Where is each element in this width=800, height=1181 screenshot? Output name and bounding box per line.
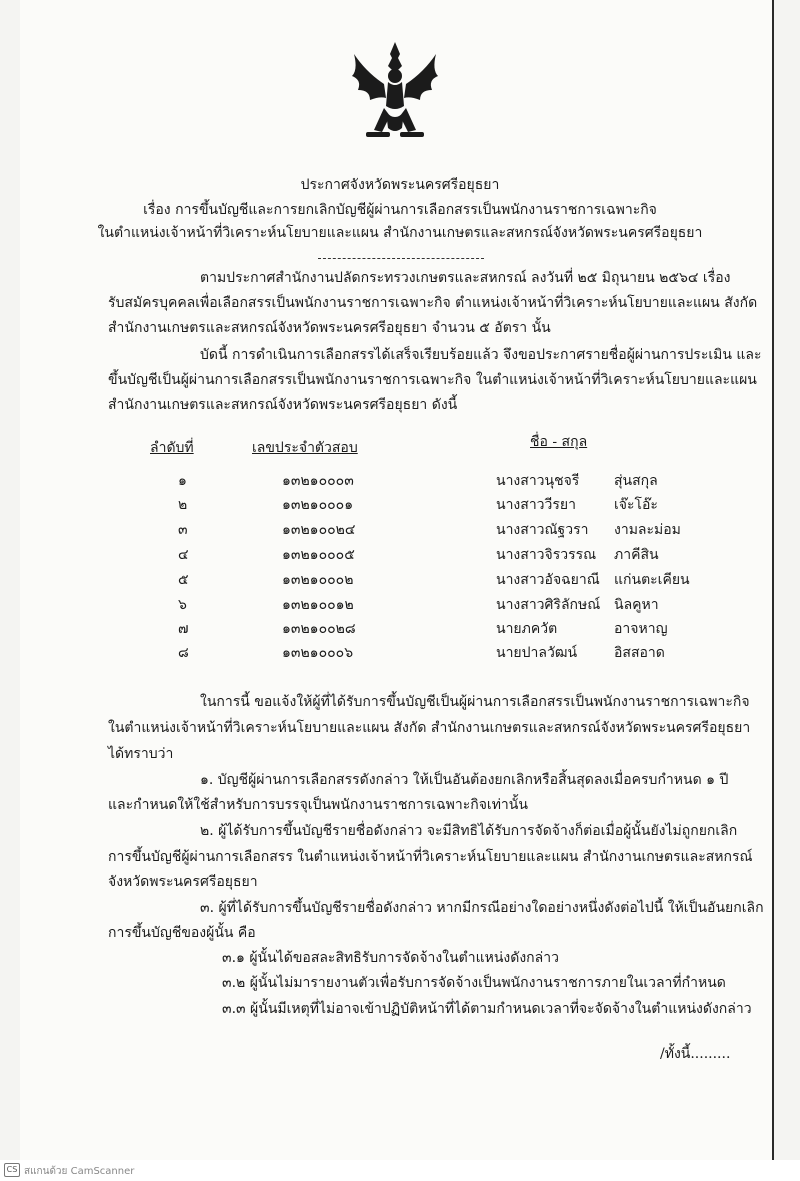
- intro-p1-line2: รับสมัครบุคคลเพื่อเลือกสรรเป็นพนักงานราชการเฉพาะกิจ ตำแหน่งเจ้าหน้าที่วิเคราะห์นโยบายและแผน สังกัด: [108, 295, 758, 311]
- row-order: ๔: [178, 547, 189, 563]
- row-order: ๖: [178, 597, 187, 613]
- table-row: [0, 494, 800, 518]
- row-order: ๑: [178, 473, 187, 489]
- table-row: [0, 569, 800, 593]
- condition-3-line1: ๓. ผู้ที่ได้รับการขึ้นบัญชีรายชื่อดังกล่าว หากมีกรณีอย่างใดอย่างหนึ่งดังต่อไปนี้ ให้เป็นอันยกเลิก: [200, 900, 764, 916]
- row-exam-id: ๑๓๒๑๐๐๒๔: [282, 522, 356, 538]
- title-divider: [318, 258, 484, 259]
- table-row: [0, 519, 800, 543]
- condition-3-1: ๓.๑ ผู้นั้นได้ขอสละสิทธิรับการจัดจ้างในตำแหน่งดังกล่าว: [222, 950, 559, 966]
- row-order: ๘: [178, 645, 189, 661]
- notice-p3-line2: ในตำแหน่งเจ้าหน้าที่วิเคราะห์นโยบายและแผน สังกัด สำนักงานเกษตรและสหกรณ์จังหวัดพระนครศรีอยุธยา: [108, 720, 751, 736]
- row-first-name: นางสาวศิริลักษณ์: [496, 597, 601, 613]
- condition-2-line2: การขึ้นบัญชีผู้ผ่านการเลือกสรร ในตำแหน่งเจ้าหน้าที่วิเคราะห์นโยบายและแผน สำนักงานเกษตรและสหกรณ์: [108, 849, 753, 865]
- garuda-emblem: [340, 36, 450, 146]
- intro-p1-line3: สำนักงานเกษตรและสหกรณ์จังหวัดพระนครศรีอยุธยา จำนวน ๕ อัตรา นั้น: [108, 320, 551, 336]
- col-header-name: ชื่อ - สกุล: [530, 434, 588, 450]
- col-header-exam-id: เลขประจำตัวสอบ: [252, 440, 358, 456]
- row-first-name: นางสาวณัฐวรา: [496, 522, 589, 538]
- row-order: ๓: [178, 522, 188, 538]
- row-first-name: นายปาลวัฒน์: [496, 645, 578, 661]
- announcement-title: ประกาศจังหวัดพระนครศรีอยุธยา: [300, 177, 500, 193]
- notice-p3-line1: ในการนี้ ขอแจ้งให้ผู้ที่ได้รับการขึ้นบัญชีเป็นผู้ผ่านการเลือกสรรเป็นพนักงานราชการเฉพาะกิจ: [200, 694, 750, 710]
- row-exam-id: ๑๓๒๑๐๐๐๖: [282, 645, 354, 661]
- row-order: ๗: [178, 621, 189, 637]
- condition-2-line1: ๒. ผู้ได้รับการขึ้นบัญชีรายชื่อดังกล่าว จะมีสิทธิได้รับการจัดจ้างก็ต่อเมื่อผู้นั้นยังไม่ถูกยกเลิก: [200, 823, 738, 839]
- notice-p3-line3: ได้ทราบว่า: [108, 746, 174, 762]
- intro-p1-line1: ตามประกาศสำนักงานปลัดกระทรวงเกษตรและสหกรณ์ ลงวันที่ ๒๕ มิถุนายน ๒๕๖๔ เรื่อง: [200, 270, 731, 286]
- table-row: [0, 642, 800, 666]
- row-first-name: นางสาวจิรวรรณ: [496, 547, 597, 563]
- row-last-name: นิลคูหา: [614, 597, 659, 613]
- condition-3-line2: การขึ้นบัญชีของผู้นั้น คือ: [108, 925, 256, 941]
- condition-2-line3: จังหวัดพระนครศรีอยุธยา: [108, 874, 258, 890]
- row-exam-id: ๑๓๒๑๐๐๐๒: [282, 572, 354, 588]
- table-row: [0, 618, 800, 642]
- row-exam-id: ๑๓๒๑๐๐๐๕: [282, 547, 355, 563]
- intro-p2-line1: บัดนี้ การดำเนินการเลือกสรรได้เสร็จเรียบร้อยแล้ว จึงขอประกาศรายชื่อผู้ผ่านการประเมิน และ: [200, 347, 762, 363]
- row-last-name: เจ๊ะโอ๊ะ: [614, 497, 658, 513]
- row-exam-id: ๑๓๒๑๐๐๐๑: [282, 497, 354, 513]
- row-first-name: นางสาววีรยา: [496, 497, 576, 513]
- table-row: [0, 594, 800, 618]
- camscanner-logo-icon: CS: [4, 1163, 20, 1177]
- scanner-footer: [0, 1160, 800, 1181]
- row-last-name: อาจหาญ: [614, 621, 668, 637]
- row-last-name: อิสสอาด: [614, 645, 665, 661]
- condition-1-line2: และกำหนดให้ใช้สำหรับการบรรจุเป็นพนักงานราชการเฉพาะกิจเท่านั้น: [108, 797, 528, 813]
- intro-p2-line2: ขึ้นบัญชีเป็นผู้ผ่านการเลือกสรรเป็นพนักงานราชการเฉพาะกิจ ในตำแหน่งเจ้าหน้าที่วิเคราะห์นโยบายและแผน: [108, 372, 757, 388]
- col-header-order: ลำดับที่: [150, 440, 194, 456]
- row-exam-id: ๑๓๒๑๐๐๑๒: [282, 597, 354, 613]
- row-exam-id: ๑๓๒๑๐๐๒๘: [282, 621, 356, 637]
- intro-p2-line3: สำนักงานเกษตรและสหกรณ์จังหวัดพระนครศรีอยุธยา ดังนี้: [108, 397, 458, 413]
- condition-3-2: ๓.๒ ผู้นั้นไม่มารายงานตัวเพื่อรับการจัดจ้างเป็นพนักงานราชการภายในเวลาที่กำหนด: [222, 975, 726, 991]
- row-order: ๒: [178, 497, 188, 513]
- row-first-name: นางสาวนุชจรี: [496, 473, 580, 489]
- row-order: ๕: [178, 572, 189, 588]
- scanner-watermark-text: สแกนด้วย CamScanner: [24, 1166, 135, 1177]
- row-first-name: นายภควัต: [496, 621, 558, 637]
- condition-1-line1: ๑. บัญชีผู้ผ่านการเลือกสรรดังกล่าว ให้เป็นอันต้องยกเลิกหรือสิ้นสุดลงเมื่อครบกำหนด ๑ ปี: [200, 772, 729, 788]
- condition-3-3: ๓.๓ ผู้นั้นมีเหตุที่ไม่อาจเข้าปฏิบัติหน้าที่ได้ตามกำหนดเวลาที่จะจัดจ้างในตำแหน่งดังกล่าว: [222, 1001, 752, 1017]
- row-last-name: แก่นตะเคียน: [614, 572, 690, 588]
- row-last-name: งามละม่อม: [614, 522, 681, 538]
- subject-line-2: ในตำแหน่งเจ้าหน้าที่วิเคราะห์นโยบายและแผน สำนักงานเกษตรและสหกรณ์จังหวัดพระนครศรีอยุธยา: [97, 225, 703, 241]
- row-exam-id: ๑๓๒๑๐๐๐๓: [282, 473, 354, 489]
- continuation-marker: /ทั้งนี้.........: [660, 1046, 731, 1062]
- table-row: [0, 544, 800, 568]
- table-row: [0, 470, 800, 494]
- row-first-name: นางสาวอัจฉยาณี: [496, 572, 600, 588]
- row-last-name: ภาคีสิน: [614, 547, 659, 563]
- row-last-name: สุ่นสกุล: [614, 473, 658, 489]
- subject-line-1: เรื่อง การขึ้นบัญชีและการยกเลิกบัญชีผู้ผ่านการเลือกสรรเป็นพนักงานราชการเฉพาะกิจ: [143, 202, 657, 218]
